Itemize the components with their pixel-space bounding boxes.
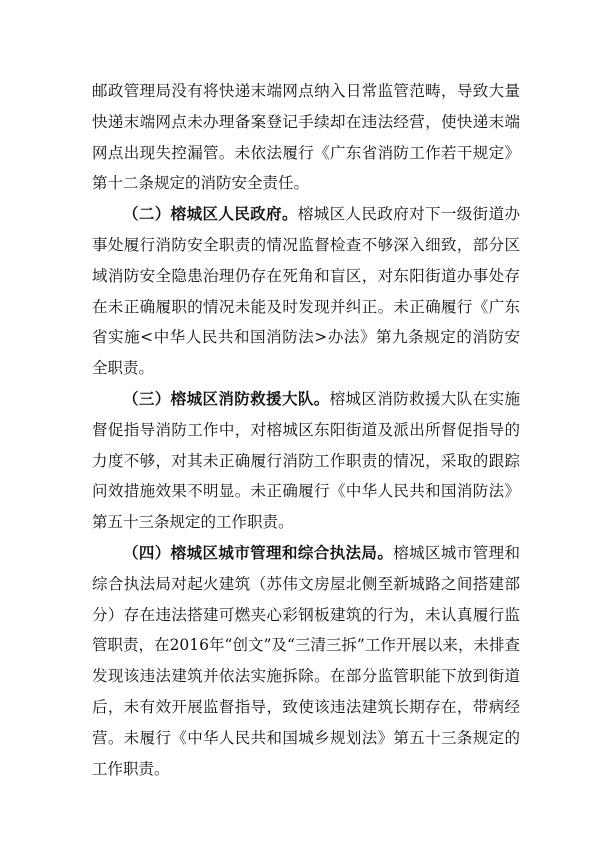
- paragraph-fire-rescue-brigade: [92, 384, 520, 538]
- section-heading: （三）榕城区消防救援大队。: [123, 389, 330, 408]
- paragraph-text: 榕城区人民政府对下一级街道办事处履行消防安全职责的情况监督检查不够深入细致，部分区域消防安全隐患治理仍存在死角和盲区，对东阳街道办事处存在未正确履职的情况未能及时发现并纠正。未正确履行《广东省实施<中华人民共和国消防法>办法》第九条规定的消防安全职责。: [92, 205, 520, 378]
- paragraph-urban-management-bureau: [92, 538, 520, 784]
- document-body: [92, 76, 520, 784]
- paragraph-text: 榕城区城市管理和综合执法局对起火建筑（苏伟文房屋北侧至新城路之间搭建部分）存在违法搭建可燃夹心彩钢板建筑的行为，未认真履行监管职责，在2016年“创文”及“三清三拆”工作开展以来，未排查发现该违法建筑并依法实施拆除。在部分监管职能下放到街道后，未有效开展监督指导，致使该违法建筑长期存在，带病经营。未履行《中华人民共和国城乡规划法》第五十三条规定的工作职责。: [92, 543, 520, 778]
- section-heading: （四）榕城区城市管理和综合执法局。: [123, 543, 394, 562]
- paragraph-continuation: [92, 76, 520, 199]
- paragraph-text: 榕城区消防救援大队在实施督促指导消防工作中，对榕城区东阳街道及派出所督促指导的力度不够，对其未正确履行消防工作职责的情况，采取的跟踪问效措施效果不明显。未正确履行《中华人民共和国消防法》第五十三条规定的工作职责。: [92, 389, 520, 532]
- section-heading: （二）榕城区人民政府。: [123, 205, 298, 224]
- paragraph-text: 邮政管理局没有将快递末端网点纳入日常监管范畴，导致大量快递末端网点未办理备案登记手续却在违法经营，使快递末端网点出现失控漏管。未依法履行《广东省消防工作若干规定》第十二条规定的消防安全责任。: [92, 82, 520, 193]
- paragraph-rongcheng-government: [92, 199, 520, 384]
